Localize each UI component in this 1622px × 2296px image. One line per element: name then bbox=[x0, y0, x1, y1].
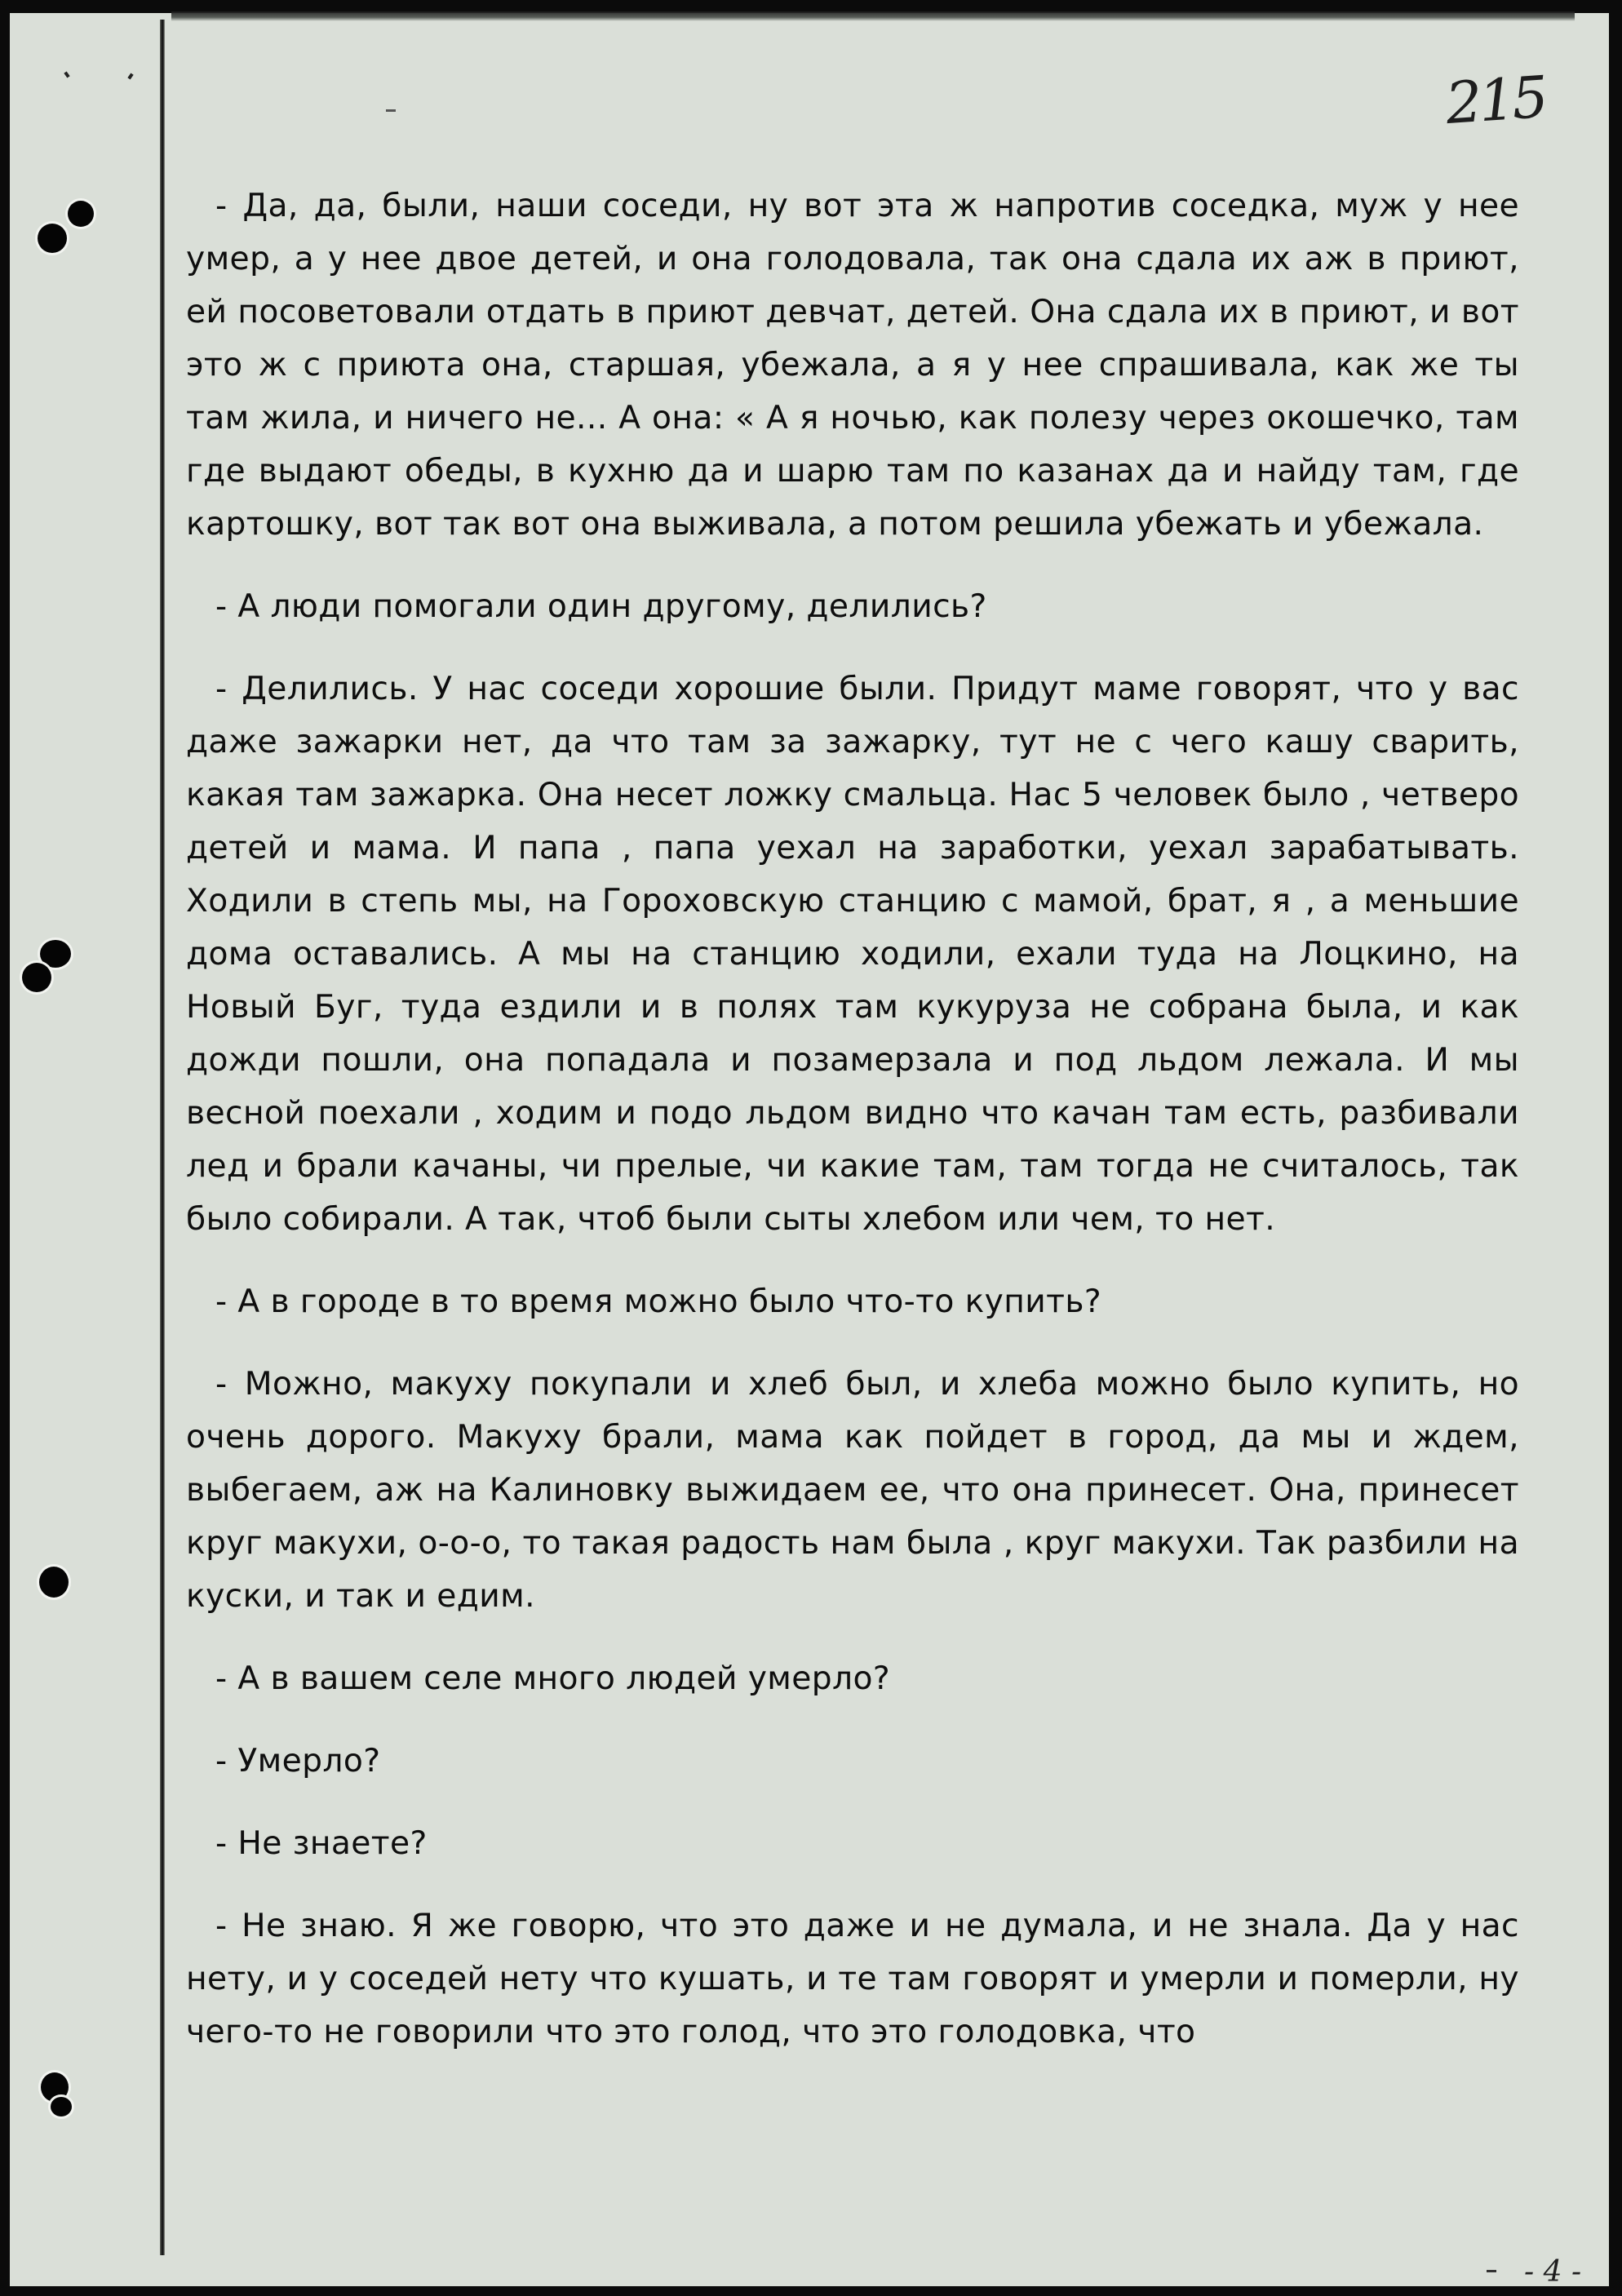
footer-page-number: - 4 - bbox=[1524, 2255, 1582, 2289]
binder-hole bbox=[40, 940, 71, 968]
paragraph-answer: - Умерло? bbox=[215, 1743, 381, 1780]
paragraph-question: - А в вашем селе много людей умерло? bbox=[215, 1660, 891, 1697]
binder-hole bbox=[22, 963, 51, 992]
paragraph-question: - А люди помогали один другому, делились? bbox=[215, 588, 987, 625]
paragraph-answer: - Не знаю. Я же говорю, что это даже и не думала, и не знала. Да у нас нету, и у соседей нету что кушать, и те там говорят и умерли и померли, ну чего-то не говорили что это голод, что это голодовка, что bbox=[186, 1908, 1519, 2050]
handwritten-page-number: 215 bbox=[1443, 63, 1548, 138]
stray-mark bbox=[386, 109, 396, 112]
paragraph-question: - А в городе в то время можно было что-то купить? bbox=[215, 1283, 1102, 1320]
binder-hole bbox=[38, 224, 67, 253]
paragraph-question: - Не знаете? bbox=[215, 1825, 428, 1862]
binder-hole bbox=[68, 201, 94, 227]
paragraph-answer: - Делились. У нас соседи хорошие были. Придут маме говорят, что у вас даже зажарки нет, да что там за зажарку, тут не с чего кашу сварить, какая там зажарка. Она несет ложку смальца. Нас 5 человек было , четверо детей и мама. И папа , папа уехал на заработки, уехал зарабатывать. Ходили в степь мы, на Гороховскую станцию с мамой, брат, я , а меньшие дома оставались. А мы на станцию ходили, ехали туда на Лоцкино, на Новый Буг, туда ездили и в полях там кукуруза не собрана была, и как дожди пошли, она попадала и позамерзала и под льдом лежала. И мы весной поехали , ходим и подо льдом видно что качан там есть, разбивали лед и брали качаны, чи прелые, чи какие там, там тогда не считалось, так было собирали. А так, чтоб были сыты хлебом или чем, то нет. bbox=[186, 671, 1519, 1238]
paragraph-answer: - Можно, макуху покупали и хлеб был, и хлеба можно было купить, но очень дорого. Макуху брали, мама как пойдет в город, да мы и ждем, выбегаем, аж на Калиновку выжидаем ее, что она принесет. Она, принесет круг макухи, о-о-о, то такая радость нам была , круг макухи. Так разбили на куски, и так и едим. bbox=[186, 1366, 1519, 1615]
paragraph-answer: - Да, да, были, наши соседи, ну вот эта ж напротив соседка, муж у нее умер, а у нее двое детей, и она голодовала, так она сдала их аж в приют, ей посоветовали отдать в приют девчат, детей. Она сдала их в приют, и вот это ж с приюта она, старшая, убежала, а я у нее спрашивала, как же ты там жила, и ничего не... А она: « А я ночью, как полезу через окошечко, там где выдают обеды, в кухню да и шарю там по казанах да и найду там, где картошку, вот так вот она выживала, а потом решила убежать и убежала. bbox=[186, 188, 1519, 543]
binder-hole bbox=[39, 1567, 69, 1598]
binder-hole bbox=[51, 2097, 72, 2116]
transcript-body bbox=[186, 180, 1519, 2059]
margin-fold-line bbox=[160, 20, 165, 2255]
footer-dash bbox=[1487, 2270, 1496, 2272]
scan-top-shadow bbox=[171, 11, 1575, 21]
